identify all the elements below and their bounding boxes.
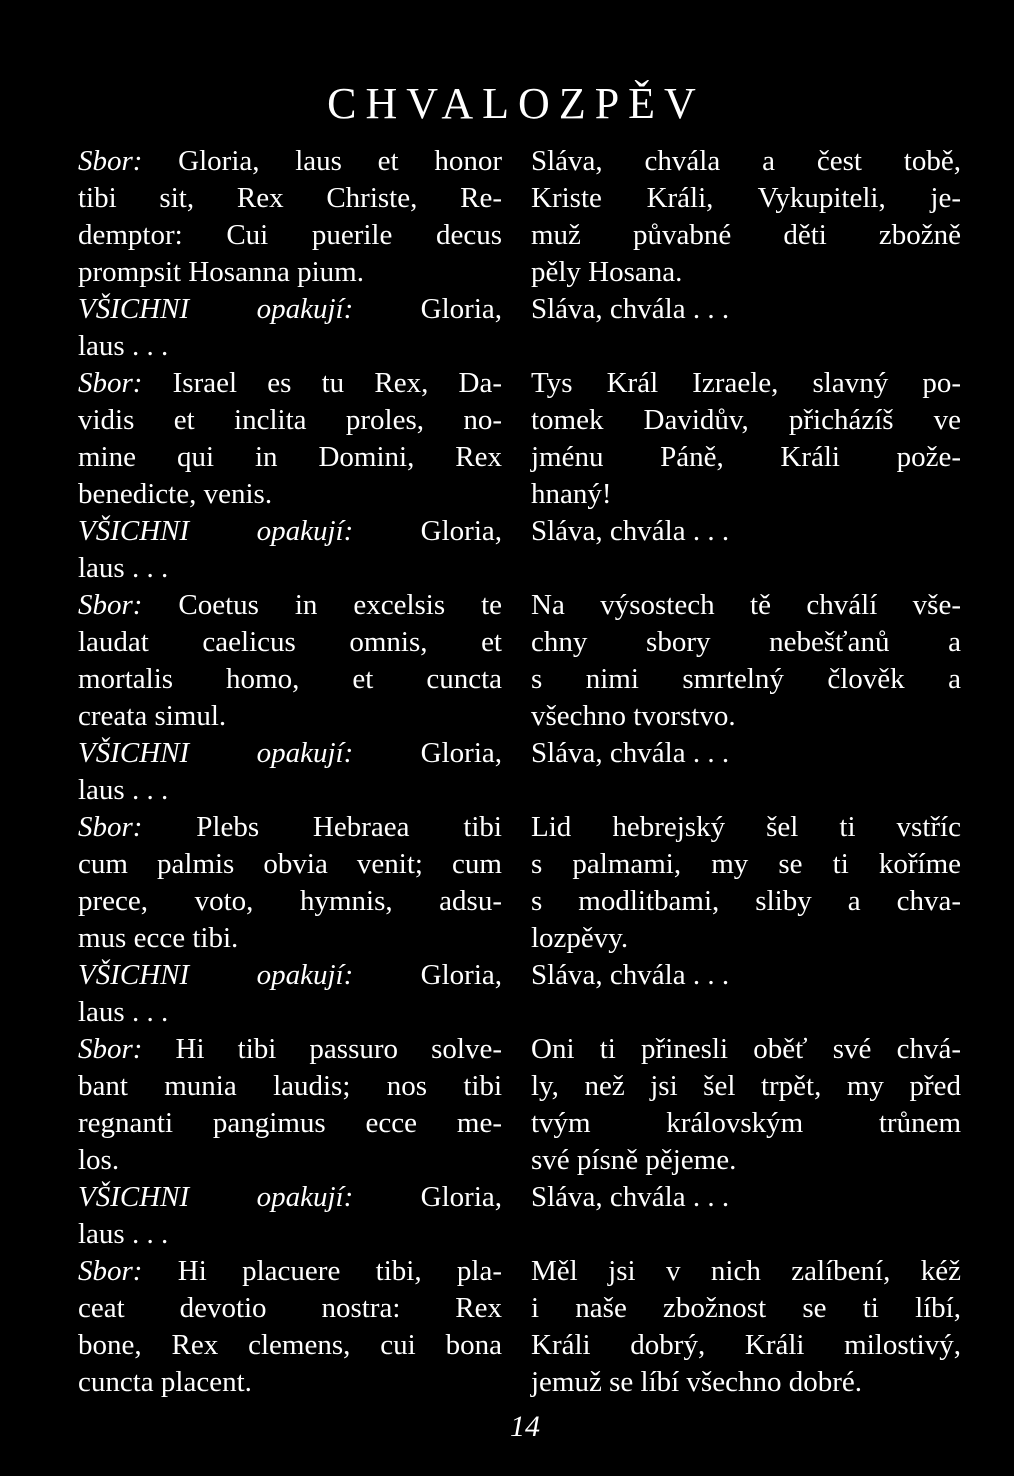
czech-stanza-6-line-2: i naše zbožnost se ti líbí, xyxy=(531,1292,961,1324)
latin-stanza-5-line-2: bant munia laudis; nos tibi xyxy=(78,1070,502,1102)
czech-stanza-3-line-1: Na výsostech tě chválí vše- xyxy=(531,589,961,621)
latin-refrain-5-end: laus . . . xyxy=(78,1218,169,1250)
latin-stanza-6-line-1: Sbor: Hi placuere tibi, pla- xyxy=(78,1255,502,1287)
czech-stanza-2-line-2: tomek Davidův, přicházíš ve xyxy=(531,404,961,436)
latin-stanza-6-line-2: ceat devotio nostra: Rex xyxy=(78,1292,502,1324)
all-label: VŠICHNI opakují: xyxy=(78,1181,354,1213)
czech-stanza-4-line-1: Lid hebrejský šel ti vstříc xyxy=(531,811,961,843)
latin-stanza-2-line-1: Sbor: Israel es tu Rex, Da- xyxy=(78,367,502,399)
latin-refrain-4-end: laus . . . xyxy=(78,996,169,1028)
choir-label: Sbor: xyxy=(78,367,143,399)
czech-stanza-3-line-2: chny sbory nebešťanů a xyxy=(531,626,961,658)
choir-label: Sbor: xyxy=(78,1255,143,1287)
latin-stanza-1-line-4: prompsit Hosanna pium. xyxy=(78,256,364,288)
czech-stanza-3-line-3: s nimi smrtelný člověk a xyxy=(531,663,961,695)
latin-stanza-3-line-2: laudat caelicus omnis, et xyxy=(78,626,502,658)
latin-stanza-4-line-1: Sbor: Plebs Hebraea tibi xyxy=(78,811,502,843)
latin-refrain-1-end: laus . . . xyxy=(78,330,169,362)
latin-stanza-6-line-3: bone, Rex clemens, cui bona xyxy=(78,1329,502,1361)
latin-stanza-5-line-4: los. xyxy=(78,1144,120,1176)
czech-stanza-3-line-4: všechno tvorstvo. xyxy=(531,700,736,732)
czech-stanza-2-line-1: Tys Král Izraele, slavný po- xyxy=(531,367,961,399)
latin-stanza-3-line-4: creata simul. xyxy=(78,700,227,732)
latin-refrain-4: VŠICHNI opakují: Gloria, xyxy=(78,959,502,991)
latin-stanza-3-line-3: mortalis homo, et cuncta xyxy=(78,663,502,695)
choir-label: Sbor: xyxy=(78,1033,143,1065)
czech-stanza-5-line-4: své písně pějeme. xyxy=(531,1144,737,1176)
all-label: VŠICHNI opakují: xyxy=(78,959,354,991)
stanza-spacer xyxy=(531,550,961,587)
choir-label: Sbor: xyxy=(78,589,143,621)
latin-refrain-2-end: laus . . . xyxy=(78,552,169,584)
latin-stanza-2-line-4: benedicte, venis. xyxy=(78,478,273,510)
all-label: VŠICHNI opakují: xyxy=(78,515,354,547)
czech-stanza-1-line-4: pěly Hosana. xyxy=(531,256,683,288)
czech-refrain-3: Sláva, chvála . . . xyxy=(531,737,730,769)
stanza-spacer xyxy=(531,1216,961,1253)
choir-label: Sbor: xyxy=(78,811,143,843)
czech-refrain-1: Sláva, chvála . . . xyxy=(531,293,730,325)
czech-stanza-5-line-3: tvým královským trůnem xyxy=(531,1107,961,1139)
czech-stanza-6-line-3: Králi dobrý, Králi milostivý, xyxy=(531,1329,961,1361)
stanza-spacer xyxy=(531,994,961,1031)
czech-stanza-6-line-4: jemuž se líbí všechno dobré. xyxy=(531,1366,862,1398)
czech-stanza-5-line-2: ly, než jsi šel trpět, my před xyxy=(531,1070,961,1102)
czech-stanza-1-line-3: muž půvabné děti zbožně xyxy=(531,219,961,251)
all-label: VŠICHNI opakují: xyxy=(78,293,354,325)
latin-stanza-6-line-4: cuncta placent. xyxy=(78,1366,252,1398)
czech-column xyxy=(531,143,961,1401)
latin-stanza-1-line-3: demptor: Cui puerile decus xyxy=(78,219,502,251)
latin-refrain-2: VŠICHNI opakují: Gloria, xyxy=(78,515,502,547)
latin-stanza-4-line-3: prece, voto, hymnis, adsu- xyxy=(78,885,502,917)
czech-stanza-2-line-4: hnaný! xyxy=(531,478,612,510)
czech-stanza-4-line-4: lozpěvy. xyxy=(531,922,629,954)
latin-refrain-3: VŠICHNI opakují: Gloria, xyxy=(78,737,502,769)
latin-stanza-2-line-3: mine qui in Domini, Rex xyxy=(78,441,502,473)
czech-refrain-2: Sláva, chvála . . . xyxy=(531,515,730,547)
page-title: CHVALOZPĚV xyxy=(327,79,705,128)
czech-stanza-6-line-1: Měl jsi v nich zalíbení, kéž xyxy=(531,1255,961,1287)
czech-stanza-4-line-3: s modlitbami, sliby a chva- xyxy=(531,885,961,917)
latin-column xyxy=(78,143,502,1401)
czech-refrain-5: Sláva, chvála . . . xyxy=(531,1181,730,1213)
latin-stanza-1-line-2: tibi sit, Rex Christe, Re- xyxy=(78,182,502,214)
stanza-spacer xyxy=(531,772,961,809)
czech-stanza-1-line-1: Sláva, chvála a čest tobě, xyxy=(531,145,961,177)
page-number: 14 xyxy=(510,1410,540,1443)
all-label: VŠICHNI opakují: xyxy=(78,737,354,769)
latin-stanza-3-line-1: Sbor: Coetus in excelsis te xyxy=(78,589,502,621)
czech-stanza-2-line-3: jménu Páně, Králi požе- xyxy=(531,441,961,473)
czech-stanza-4-line-2: s palmami, my se ti koříme xyxy=(531,848,961,880)
latin-stanza-4-line-4: mus ecce tibi. xyxy=(78,922,239,954)
latin-stanza-4-line-2: cum palmis obvia venit; cum xyxy=(78,848,502,880)
latin-stanza-1-line-1: Sbor: Gloria, laus et honor xyxy=(78,145,502,177)
czech-stanza-1-line-2: Kriste Králi, Vykupiteli, je- xyxy=(531,182,961,214)
latin-refrain-5: VŠICHNI opakují: Gloria, xyxy=(78,1181,502,1213)
czech-refrain-4: Sláva, chvála . . . xyxy=(531,959,730,991)
latin-refrain-3-end: laus . . . xyxy=(78,774,169,806)
stanza-spacer xyxy=(531,328,961,365)
czech-stanza-5-line-1: Oni ti přinesli oběť své chvá- xyxy=(531,1033,961,1065)
choir-label: Sbor: xyxy=(78,145,143,177)
latin-stanza-5-line-3: regnanti pangimus ecce me- xyxy=(78,1107,502,1139)
latin-refrain-1: VŠICHNI opakují: Gloria, xyxy=(78,293,502,325)
latin-stanza-2-line-2: vidis et inclita proles, no- xyxy=(78,404,502,436)
latin-stanza-5-line-1: Sbor: Hi tibi passuro solve- xyxy=(78,1033,502,1065)
